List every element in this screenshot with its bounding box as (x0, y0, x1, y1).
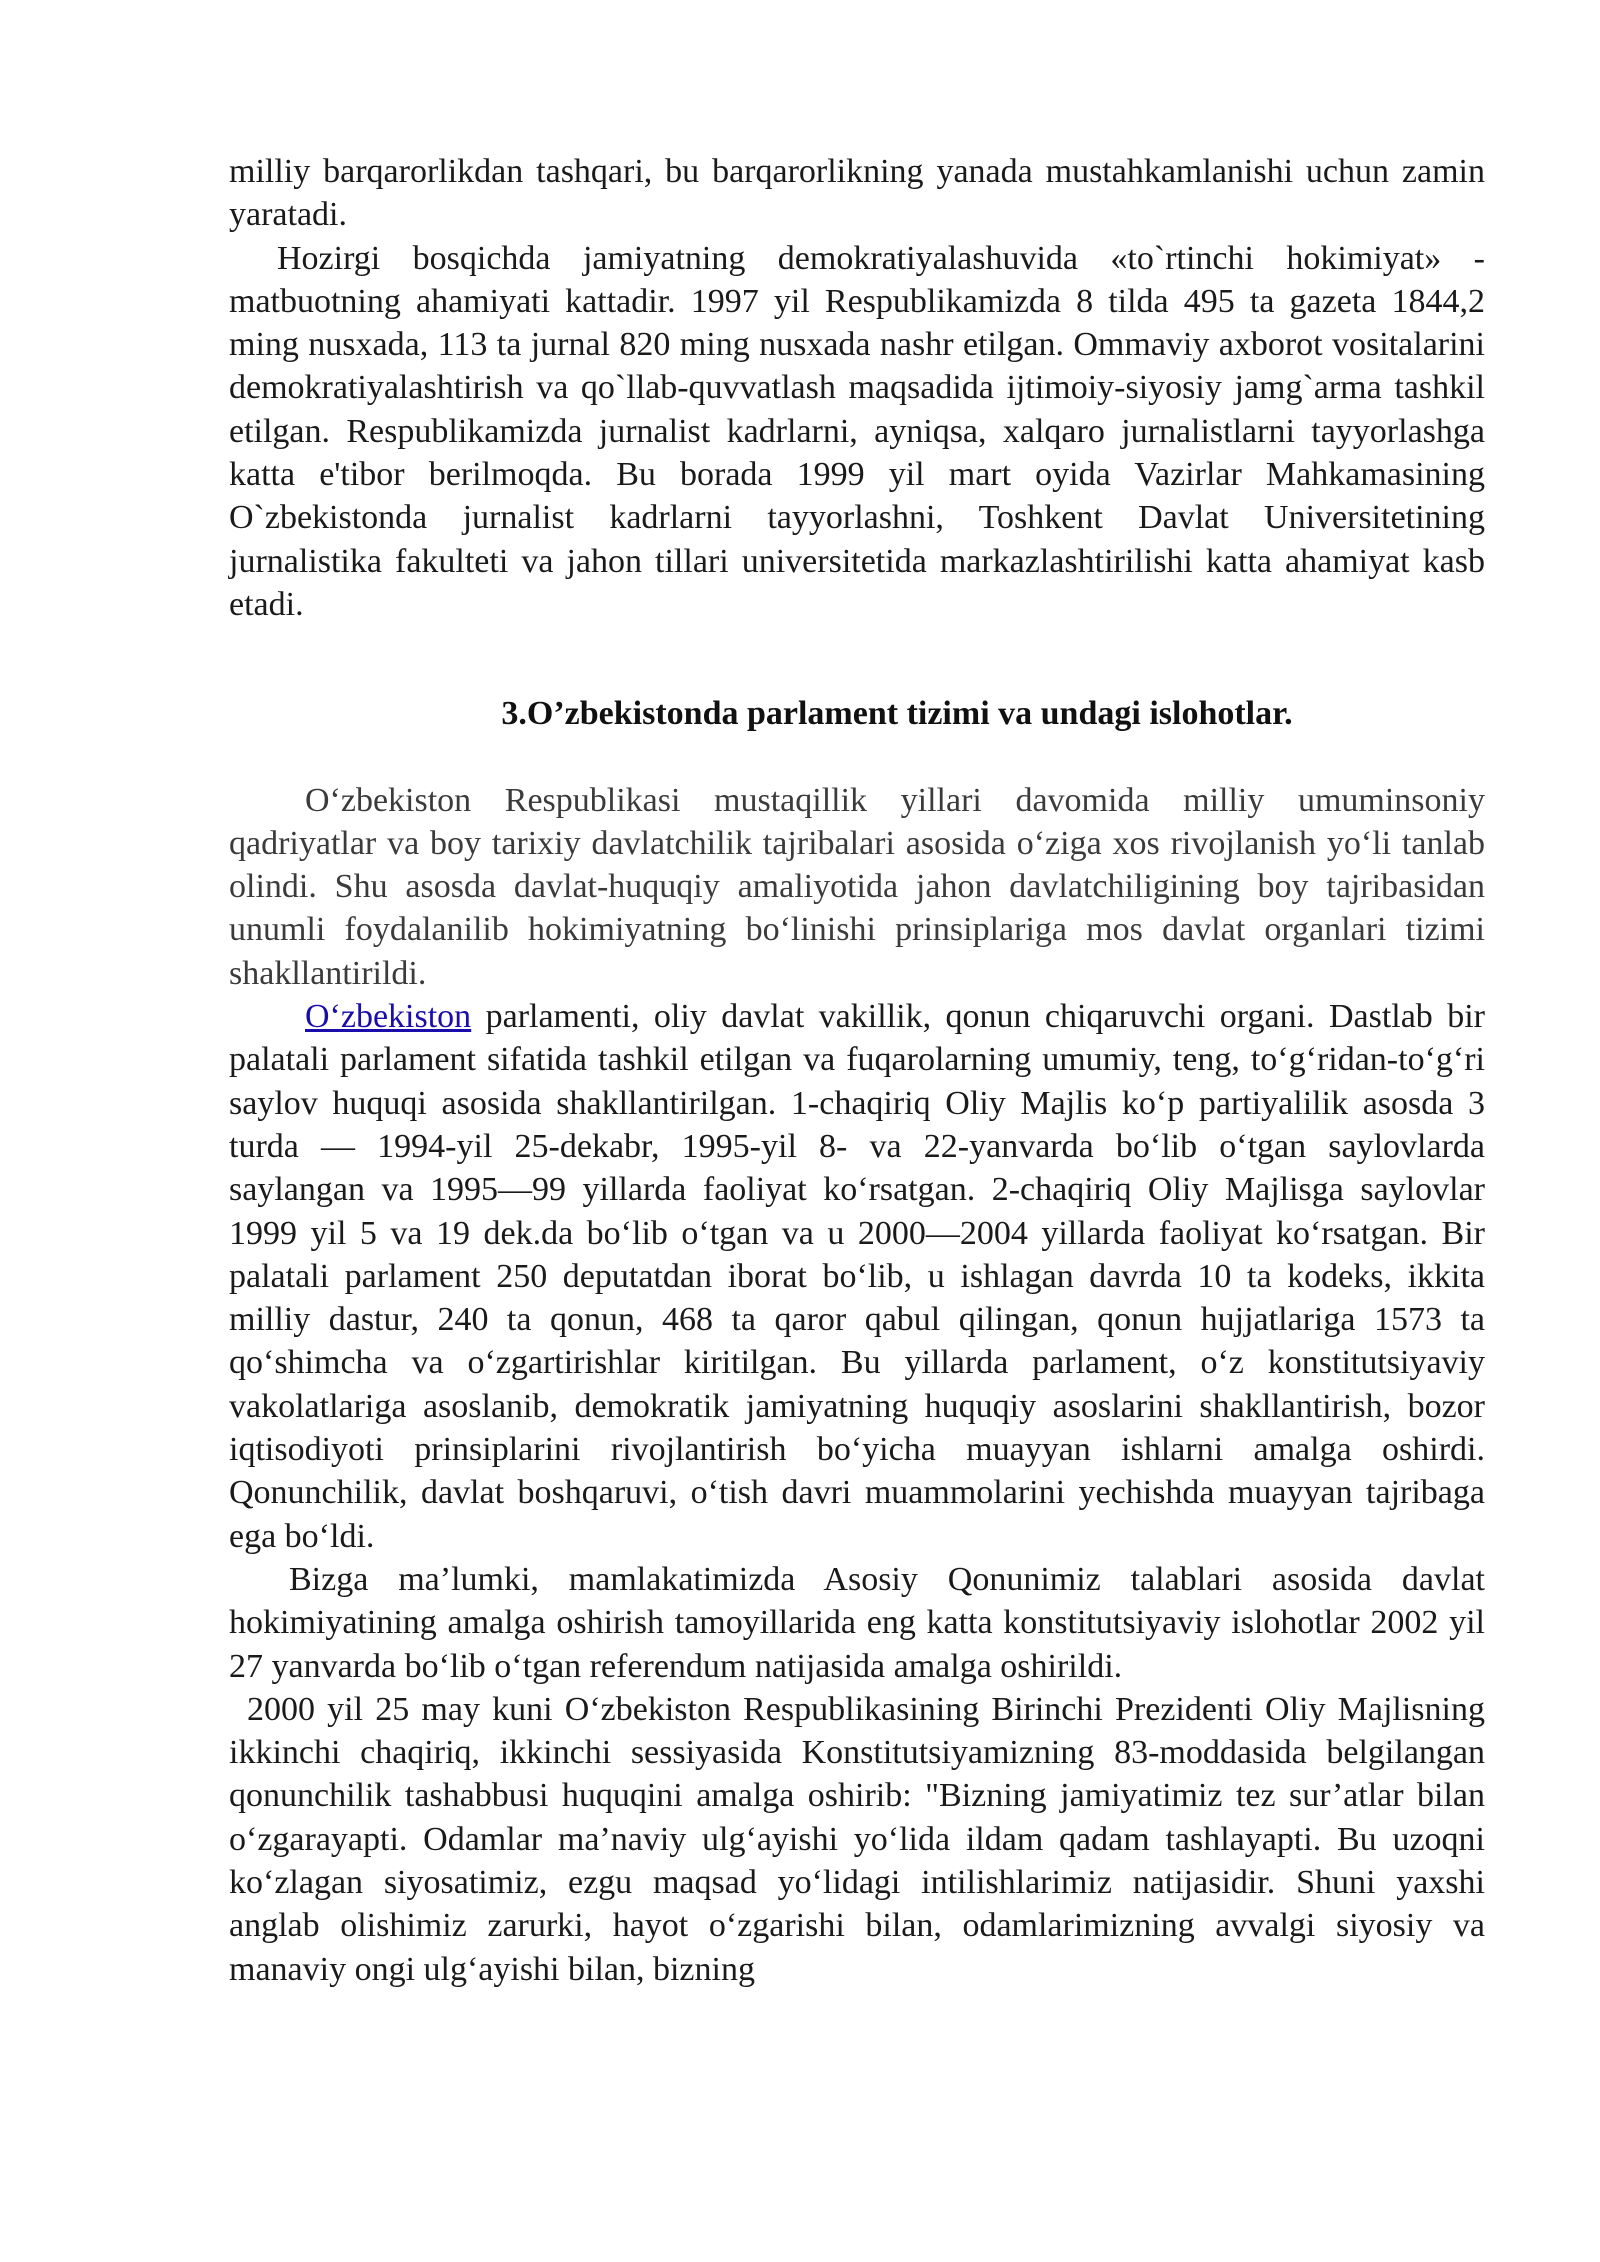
paragraph-press-role: Hozirgi bosqichda jamiyatning demokratiyalashuvida «to`rtinchi hokimiyat» - matbuotning ahamiyati kattadir. 1997 yil Respublikamizda 8 tilda 495 ta gazeta 1844,2 ming nusxada, 113 ta jurnal 820 ming nusxada nashr etilgan. Ommaviy axborot vositalarini demokratiyalashtirish va qo`llab-quvvatlash maqsadida ijtimoiy-siyosiy jamg`arma tashkil etilgan. Respublikamizda jurnalist kadrlarni, ayniqsa, xalqaro jurnalistlarni tayyorlashga katta e'tibor berilmoqda. Bu borada 1999 yil mart oyida Vazirlar Mahkamasining O`zbekistonda jurnalist kadrlarni tayyorlashni, Toshkent Davlat Universitetining jurnalistika fakulteti va jahon tillari universitetida markazlashtirilishi katta ahamiyat kasb etadi. (229, 239, 1485, 623)
uzbekistan-link[interactable]: O‘zbekiston (305, 998, 472, 1036)
section-heading: 3.O’zbekistonda parlament tizimi va undagi islohotlar. (501, 695, 1293, 733)
paragraph-continuation: milliy barqarorlikdan tashqari, bu barqarorlikning yanada mustahkamlanishi uchun zamin yaratadi. (229, 153, 1485, 234)
document-page (229, 150, 1485, 1991)
paragraph-independence: O‘zbekiston Respublikasi mustaqillik yillari davomida milliy umuminsoniy qadriyatlar va boy tarixiy davlatchilik tajribalari asosida o‘ziga xos rivojlanish yo‘li tanlab olindi. Shu asosda davlat-huquqiy amaliyotida jahon davlatchiligining boy tajribasidan unumli foydalanilib hokimiyatning bo‘linishi prinsiplariga mos davlat organlari tizimi shakllantirildi. (229, 781, 1485, 992)
paragraph-president-speech: 2000 yil 25 may kuni O‘zbekiston Respublikasining Birinchi Prezidenti Oliy Majlisning ikkinchi chaqiriq, ikkinchi sessiyasida Konstitutsiyamizning 83-moddasida belgilangan qonunchilik tashabbusi huquqini amalga oshirib: "Bizning jamiyatimiz tez sur’atlar bilan o‘zgarayapti. Odamlar ma’naviy ulg‘ayishi yo‘lida ildam qadam tashlayapti. Bu uzoqni ko‘zlagan siyosatimiz, ezgu maqsad yo‘lidagi intilishlarimiz natijasidir. Shuni yaxshi anglab olishimiz zarurki, hayot o‘zgarishi bilan, odamlarimizning avvalgi siyosiy va manaviy ongi ulg‘ayishi bilan, bizning (229, 1690, 1485, 1988)
paragraph-parliament-text: parlamenti, oliy davlat vakillik, qonun chiqaruvchi organi. Dastlab bir palatali parlament sifatida tashkil etilgan va fuqarolarning umumiy, teng, to‘g‘ridan-to‘g‘ri saylov huquqi asosida shakllantirilgan. 1-chaqiriq Oliy Majlis ko‘p partiyalilik asosda 3 turda — 1994-yil 25-dekabr, 1995-yil 8- va 22-yanvarda bo‘lib o‘tgan saylovlarda saylangan va 1995—99 yillarda faoliyat ko‘rsatgan. 2-chaqiriq Oliy Majlisga saylovlar 1999 yil 5 va 19 dek.da bo‘lib o‘tgan va u 2000—2004 yillarda faoliyat ko‘rsatgan. Bir palatali parlament 250 deputatdan iborat bo‘lib, u ishlagan davrda 10 ta kodeks, ikkita milliy dastur, 240 ta qonun, 468 ta qaror qabul qilingan, qonun hujjatlariga 1573 ta qo‘shimcha va o‘zgartirishlar kiritilgan. Bu yillarda parlament, o‘z konstitutsiyaviy vakolatlariga asoslanib, demokratik jamiyatning huquqiy asoslarini shakllantirish, bozor iqtisodiyoti prinsiplarini rivojlantirish bo‘yicha muayyan ishlarni amalga oshirdi. Qonunchilik, davlat boshqaruvi, o‘tish davri muammolarini yechishda muayyan tajribaga ega bo‘ldi. (229, 998, 1485, 1555)
paragraph-parliament (229, 995, 1485, 1558)
paragraph-referendum: Bizga ma’lumki, mamlakatimizda Asosiy Qonunimiz talablari asosida davlat hokimiyatining amalga oshirish tamoyillarida eng katta konstitutsiyaviy islohotlar 2002 yil 27 yanvarda bo‘lib o‘tgan referendum natijasida amalga oshirildi. (229, 1560, 1485, 1685)
